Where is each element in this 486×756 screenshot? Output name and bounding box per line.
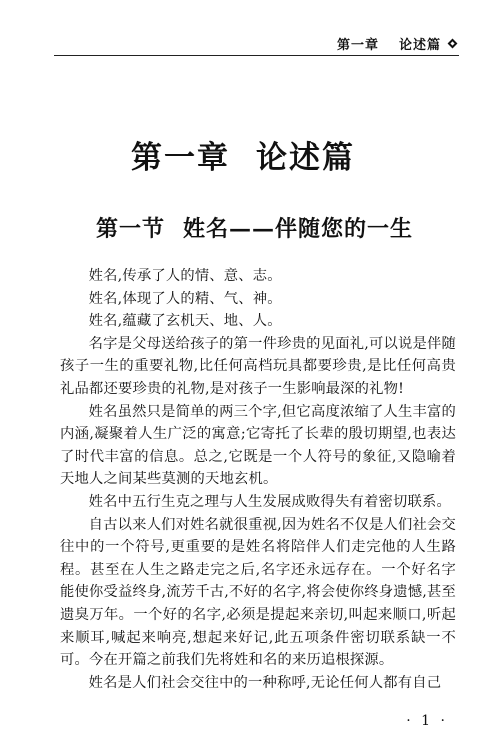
- section-title: [96, 212, 413, 243]
- chapter-name: 论述篇: [256, 140, 355, 176]
- section-number: 第一节: [96, 216, 166, 242]
- page-number: · 1 ·: [406, 713, 448, 729]
- paragraph: 自古以来人们对姓名就很重视,因为姓名不仅是人们社会交往中的一个符号,更重要的是姓名将陪伴人们走完他的人生路程。甚至在人生之路走完之后,名字还永远存在。一个好名字能使你受益终身,流芳千古,不好的名字,将会使你终身遗憾,甚至遗臭万年。一个好的名字,必须是提起来亲切,叫起来顺口,听起来顺耳,喊起来响亮,想起来好记,此五项条件密切联系缺一不可。今在开篇之前我们先将姓和名的来历追根探源。: [60, 516, 456, 669]
- running-header-chapter: 第一章: [336, 38, 379, 53]
- paragraph: 姓名是人们社会交往中的一种称呼,无论任何人都有自己: [88, 674, 442, 691]
- running-header-section: 论述篇: [398, 38, 441, 53]
- paragraph: 姓名虽然只是简单的两三个字,但它高度浓缩了人生丰富的内涵,凝聚着人生广泛的寓意;它寄托了长辈的殷切期望,也表达了时代丰富的信息。总之,它既是一个人符号的象征,又隐喻着天地人之间某些莫测的天地玄机。: [60, 403, 456, 488]
- body-text: [60, 265, 456, 694]
- diamond-icon: [448, 39, 458, 49]
- chapter-title: [0, 132, 486, 177]
- paragraph: 姓名,体现了人的精、气、神。: [88, 290, 282, 307]
- chapter-number: 第一章: [131, 140, 230, 176]
- running-header: [337, 34, 456, 53]
- section-name: 姓名——伴随您的一生: [183, 216, 414, 242]
- header-rule: [54, 55, 459, 56]
- paragraph: 姓名,蕴藏了玄机天、地、人。: [88, 313, 282, 330]
- paragraph: 姓名中五行生克之理与人生发展成败得失有着密切联系。: [88, 493, 452, 510]
- paragraph: 名字是父母送给孩子的第一件珍贵的见面礼,可以说是伴随孩子一生的重要礼物,比任何高档玩具都要珍贵,是比任何高贵礼品都还要珍贵的礼物,是对孩子一生影响最深的礼物!: [60, 335, 456, 397]
- paragraph: 姓名,传承了人的情、意、志。: [88, 268, 282, 284]
